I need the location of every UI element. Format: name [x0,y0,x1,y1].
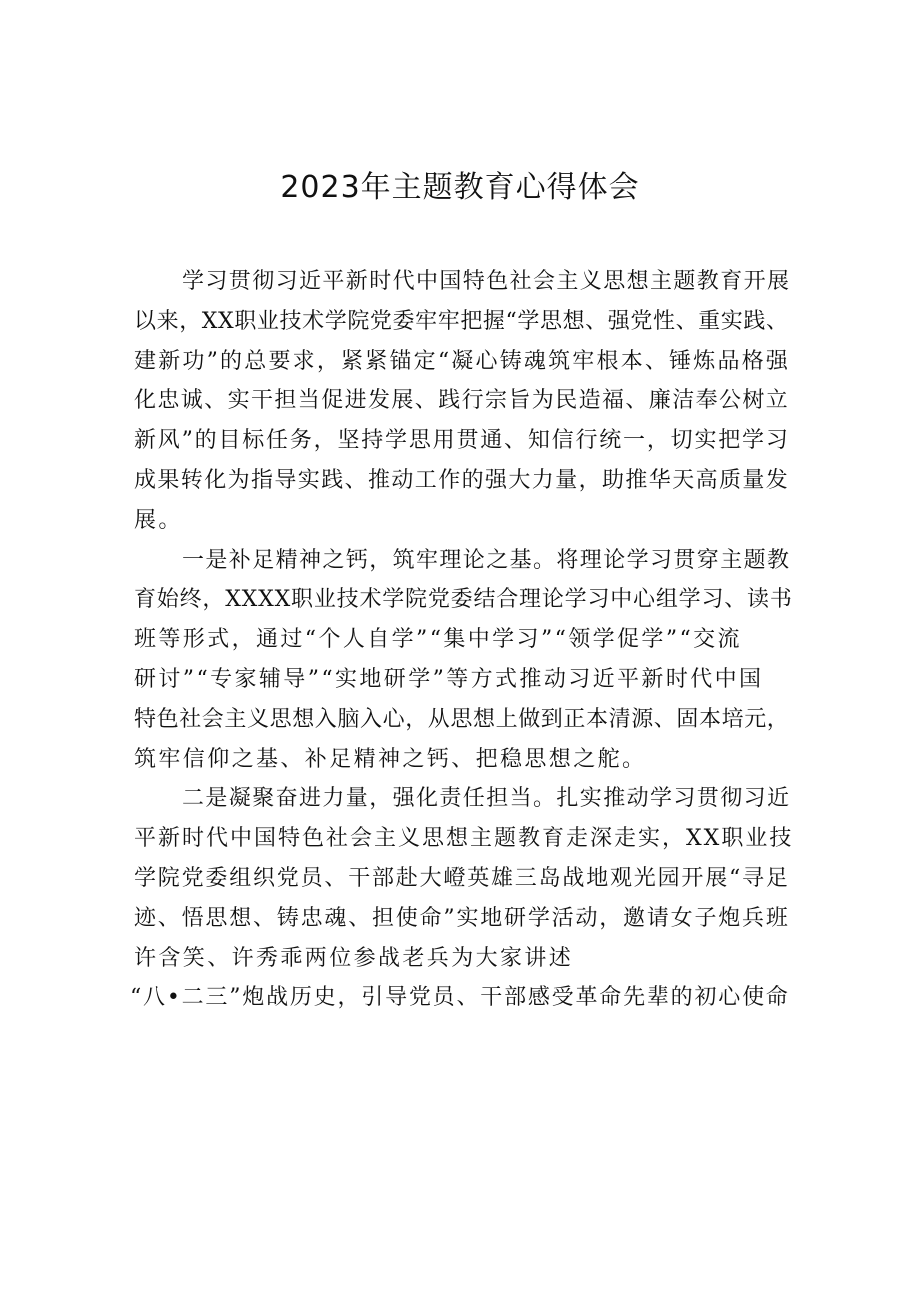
text-line: 成果转化为指导实践、推动工作的强大力量，助推华天高质量发 [134,467,790,493]
text-line: 平新时代中国特色社会主义思想主题教育走深走实，XX职业技 [134,826,794,852]
text-line: 许含笑、许秀乖两位参战老兵为大家讲述 [134,945,574,971]
text-line: 学习贯彻习近平新时代中国特色社会主义思想主题教育开展 [182,269,791,294]
text-line: 展。 [134,507,183,533]
document-body [130,262,794,1018]
text-line: 研讨”“专家辅导”“实地研学”等方式推动习近平新时代中国 [134,666,764,692]
text-line: 以来，XX职业技术学院党委牢牢把握“学思想、强党性、重实践、 [134,308,789,334]
paragraph-intro [134,262,794,541]
text-line: 新风”的目标任务，坚持学思用贯通、知信行统一，切实把学习 [134,428,790,454]
text-line: 迹、悟思想、铸忠魂、担使命”实地研学活动，邀请女子炮兵班 [134,905,790,931]
text-line: 一是补足精神之钙，筑牢理论之基。将理论学习贯穿主题教 [182,547,791,573]
text-line: 育始终，XXXX职业技术学院党委结合理论学习中心组学习、读书 [134,587,793,613]
text-line: 筑牢信仰之基、补足精神之钙、把稳思想之舵。 [134,746,647,772]
text-line: “八•二三”炮战历史，引导党员、干部感受革命先辈的初心使命 [130,985,790,1011]
text-line: 班等形式，通过“个人自学”“集中学习”“领学促学”“交流 [134,627,742,653]
text-line: 特色社会主义思想入脑入心，从思想上做到正本清源、固本培元， [134,706,790,732]
text-line: 建新功”的总要求，紧紧锚定“凝心铸魂筑牢根本、锤炼品格强 [134,348,791,374]
text-line: 化忠诚、实干担当促进发展、践行宗旨为民造福、廉洁奉公树立 [134,388,790,414]
document-title: 2023年主题教育心得体会 [280,170,640,205]
text-line: 二是凝聚奋进力量，强化责任担当。扎实推动学习贯彻习近 [182,786,791,812]
paragraph-point-two [130,779,794,1018]
paragraph-point-one [134,541,794,780]
text-line: 学院党委组织党员、干部赴大嶝英雄三岛战地观光园开展“寻足 [134,865,790,891]
